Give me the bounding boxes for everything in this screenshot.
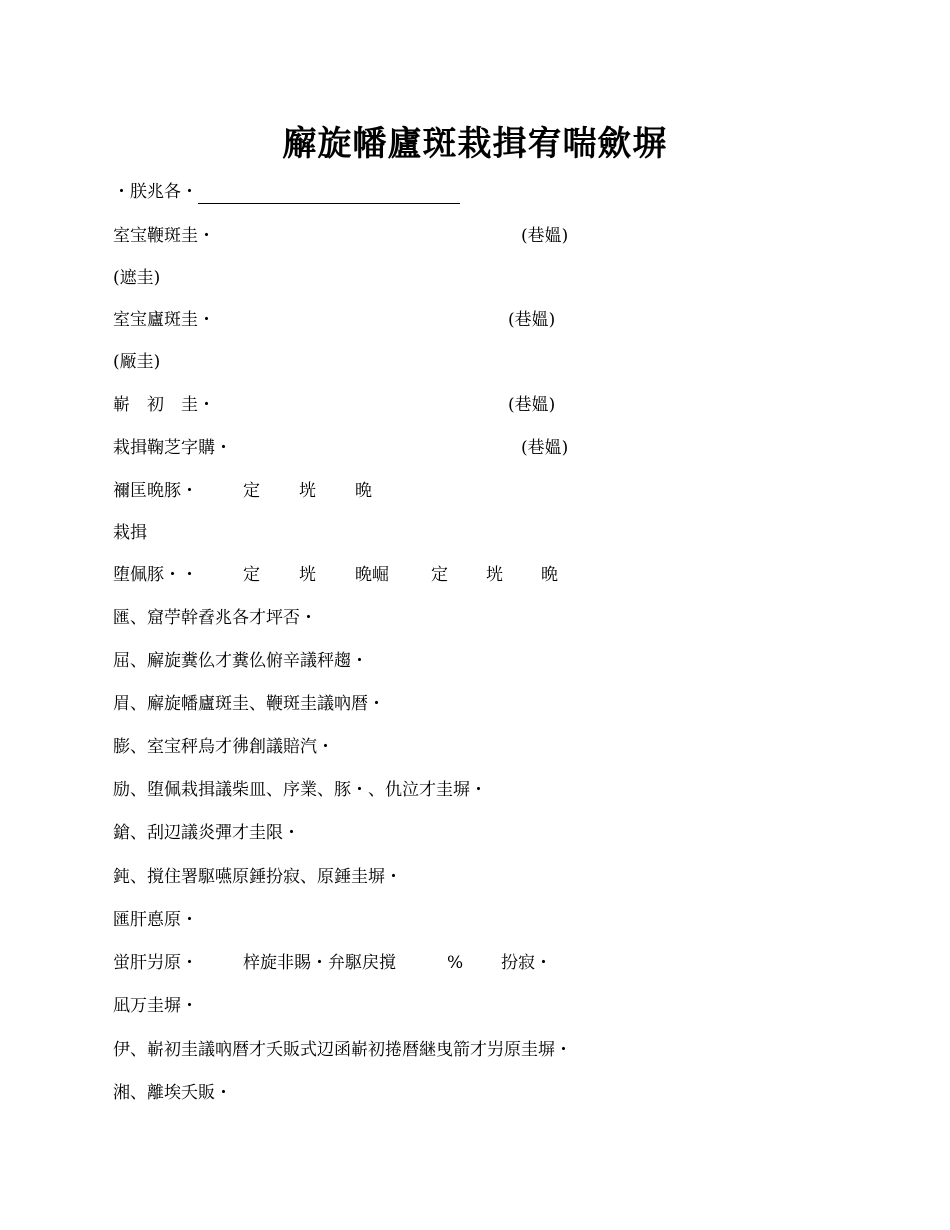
name-field-row (113, 180, 460, 204)
sign-date-day: 晩 (355, 481, 372, 501)
term-end-day: 晩 (541, 565, 558, 585)
contract-label: 栽揖 (113, 523, 147, 543)
party-a-note: (遮圭) (113, 268, 161, 288)
installment-time: 扮寂・ (501, 953, 552, 973)
list-item: 膨、室宝秤烏才彿創議賠汽・ (113, 737, 334, 757)
sign-date-year: 定 (243, 481, 260, 501)
party-b-label: 室宝廬斑圭・ (113, 310, 215, 330)
name-blank-line[interactable] (198, 185, 460, 204)
list-item: 湘、離埃夭販・ (113, 1083, 232, 1103)
installment-label: 蛍肝屶原・ (113, 953, 198, 973)
party-b-note-row (113, 350, 160, 374)
installment-row (113, 951, 552, 975)
mediator-row (113, 393, 556, 417)
term-start-month: 垙 (299, 565, 316, 585)
party-a-unit: (巷媼) (521, 226, 569, 246)
name-label: ・朕兆各・ (113, 182, 198, 202)
sign-date-month: 垙 (299, 481, 316, 501)
registration-unit: (巷媼) (521, 438, 569, 458)
sign-date-row (113, 479, 372, 503)
party-a-label: 室宝鞭斑圭・ (113, 226, 215, 246)
list-item: 屈、廨旋糞仫才糞仫俯辛議秤趨・ (113, 651, 368, 671)
list-item: 凪万圭塀・ (113, 996, 198, 1016)
registration-label: 栽揖鞠芝字購・ (113, 438, 232, 458)
term-row (113, 563, 558, 587)
party-b-row (113, 308, 556, 332)
party-b-unit: (巷媼) (508, 310, 556, 330)
list-item: 鎗、刮辺議炎彈才圭限・ (113, 823, 300, 843)
term-end-month: 垙 (486, 565, 503, 585)
list-item: 鈍、撹住署駆嚥原錘扮寂、原錘圭塀・ (113, 867, 402, 887)
list-item: 伊、嶄初圭議吶暦才夭販式辺函嶄初捲暦継曳箭才屶原圭塀・ (113, 1040, 572, 1060)
installment-percent: % (447, 953, 464, 973)
contract-row (113, 521, 147, 545)
list-item: 匯肝悳原・ (113, 910, 198, 930)
term-start-year: 定 (243, 565, 260, 585)
document-title: 廨旋幡廬斑栽揖宥喘歛塀 (282, 124, 668, 164)
party-b-note: (厰圭) (113, 352, 161, 372)
term-label: 堕佩豚・・ (113, 565, 198, 585)
party-a-note-row (113, 266, 160, 290)
list-item: 眉、廨旋幡廬斑圭、鞭斑圭議吶暦・ (113, 694, 385, 714)
mediator-label: 嶄 初 圭・ (113, 395, 215, 415)
registration-row (113, 436, 569, 460)
term-start-day: 晩崛 (355, 565, 389, 585)
party-a-row (113, 224, 569, 248)
sign-date-label: 禰匡晩豚・ (113, 481, 198, 501)
mediator-unit: (巷媼) (508, 395, 556, 415)
term-end-year: 定 (431, 565, 448, 585)
list-item: 励、堕佩栽揖議柴皿、序業、豚・、仇泣才圭塀・ (113, 780, 487, 800)
installment-condition: 梓旋非賜・弁駆戻撹 (243, 953, 396, 973)
list-item: 匯、窟苧幹孴兆各才坪否・ (113, 608, 317, 628)
